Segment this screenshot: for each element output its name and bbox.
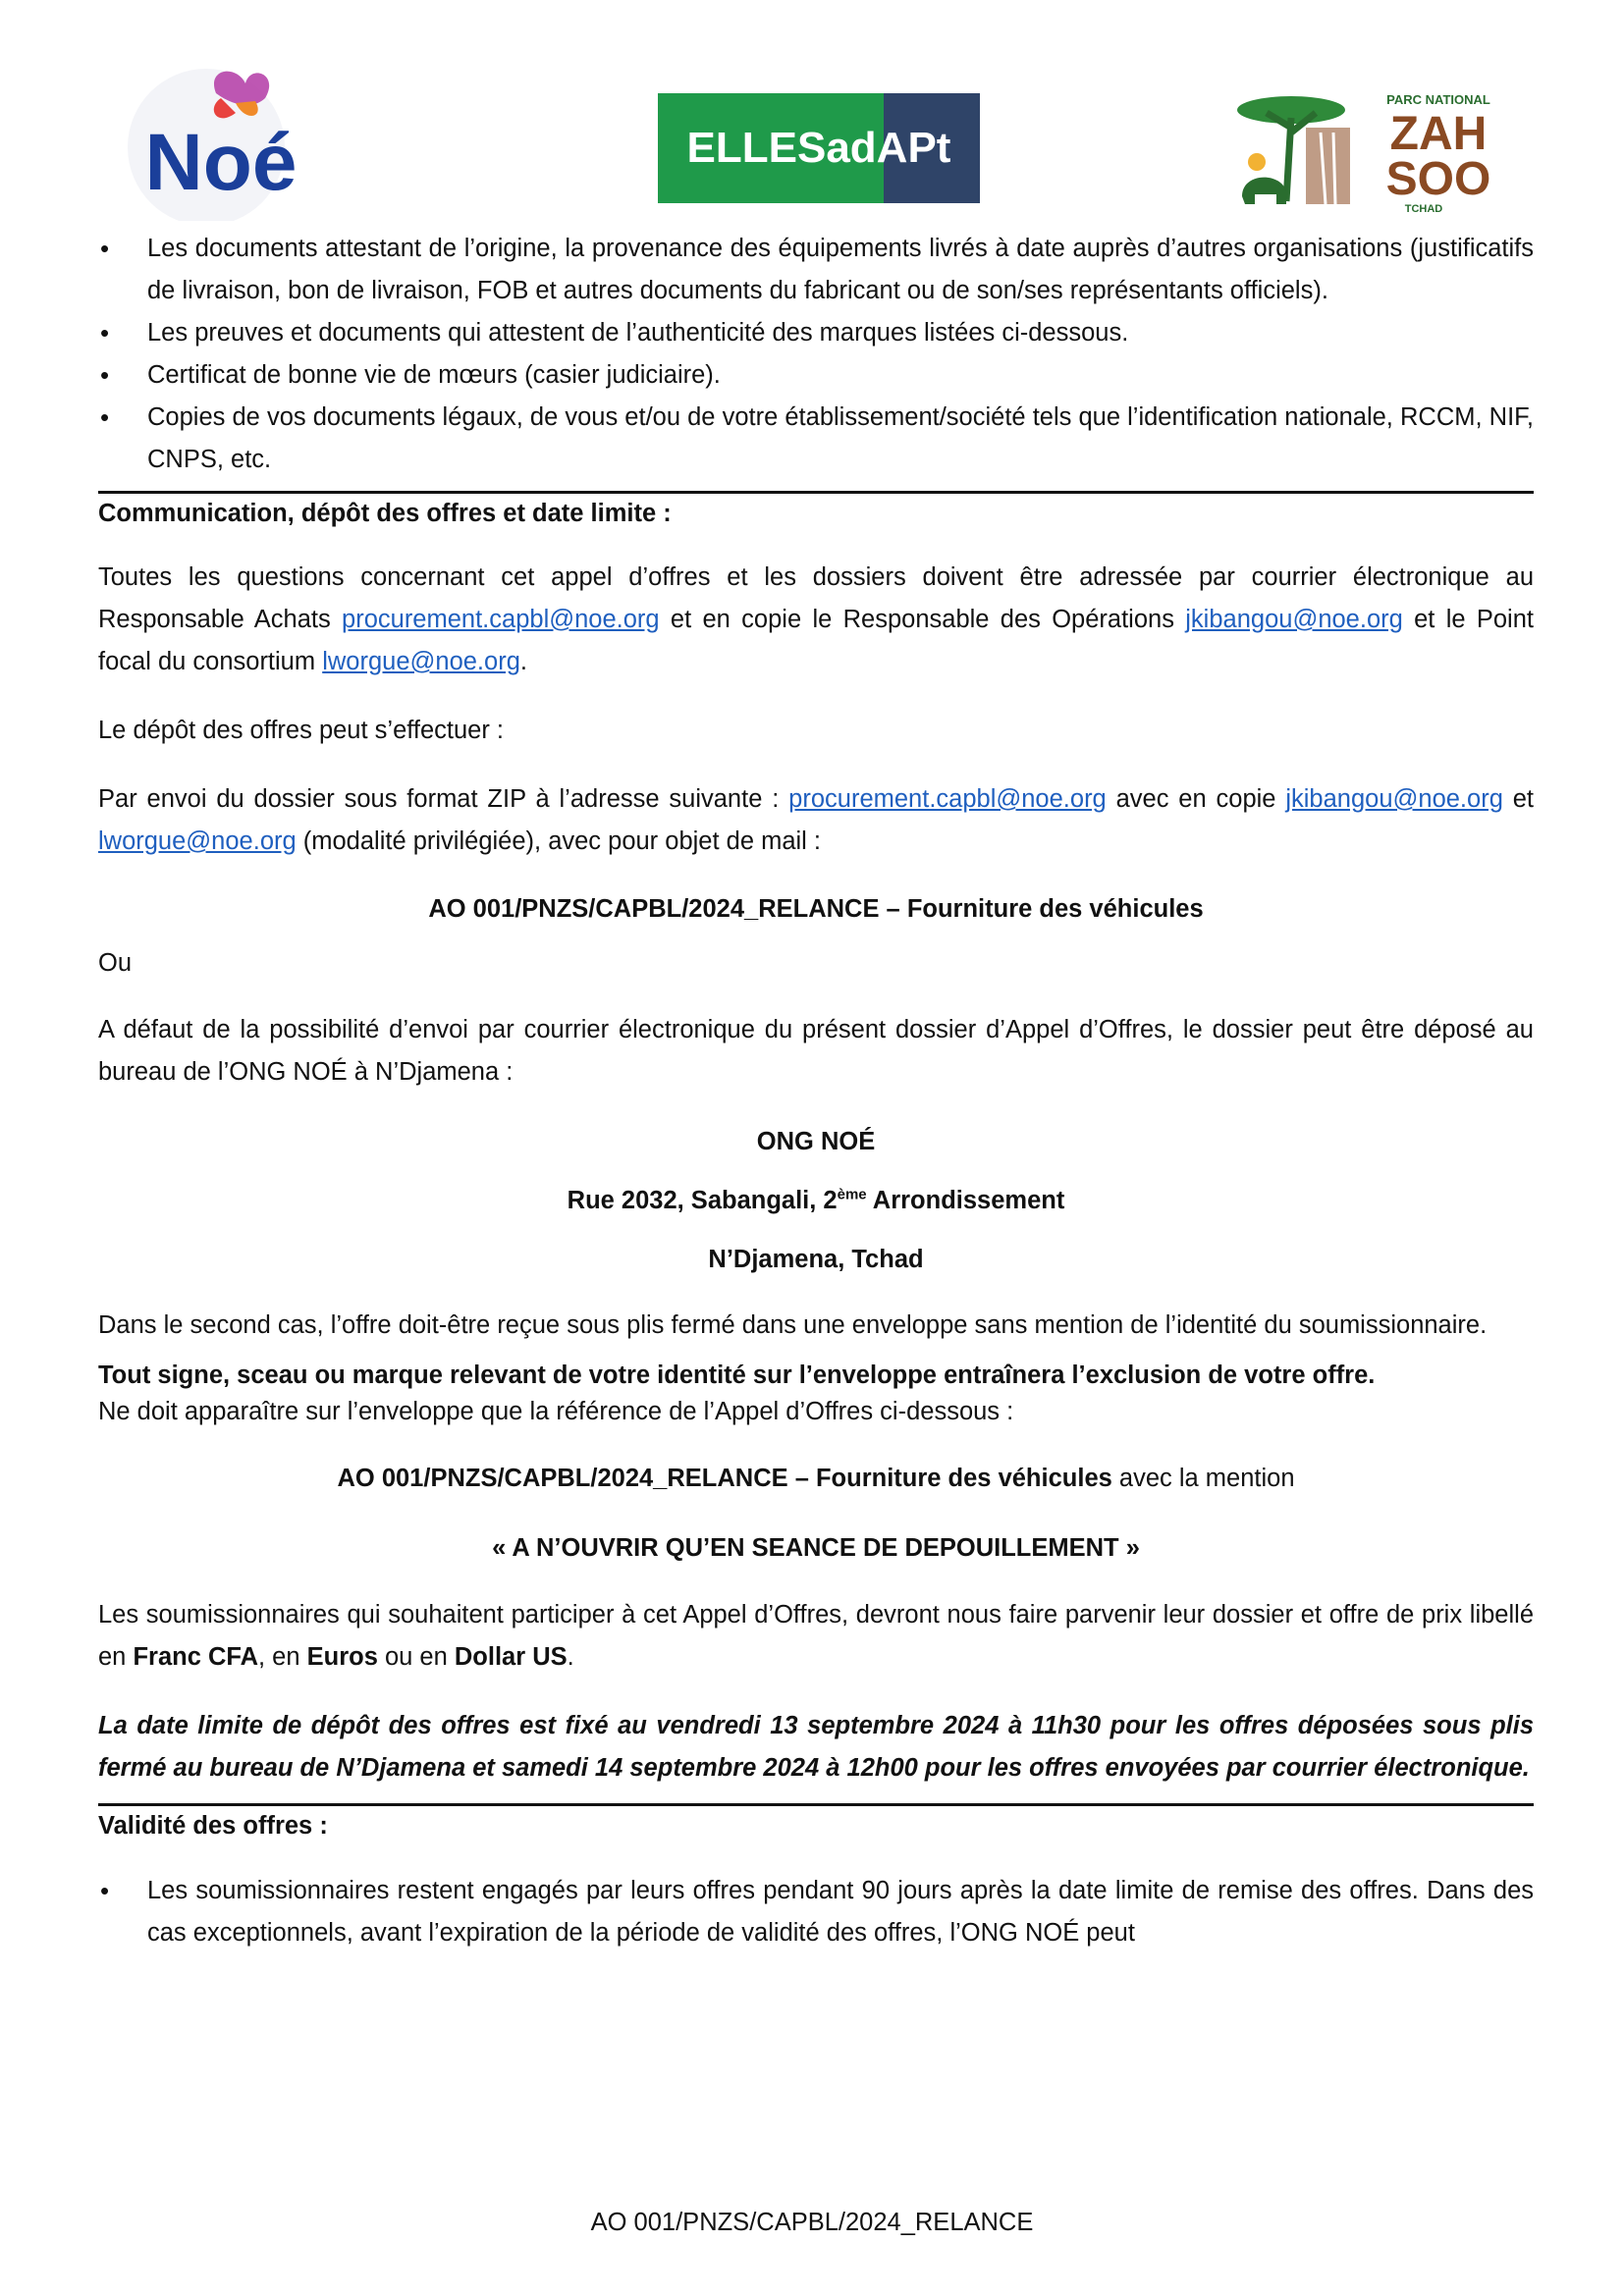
text-span: (modalité privilégiée), avec pour objet de mail : [296,828,822,855]
text-span: Toutes les questions concernant cet appel d’offres et les dossiers doivent être adressée par courrier électronique au Responsable Achats [98,563,1534,633]
text-span: et en copie le Responsable des Opérations [659,606,1186,633]
paragraph-envelope-reference: Ne doit apparaître sur l’enveloppe que la référence de l’Appel d’Offres ci-dessous : [98,1398,1014,1425]
paragraph-zip-submission [98,778,1534,863]
text-span: Rue 2032, Sabangali, 2 [567,1187,838,1214]
email-link-procurement[interactable]: procurement.capbl@noe.org [342,606,660,633]
paragraph-deadline: La date limite de dépôt des offres est fixé au vendredi 13 septembre 2024 à 11h30 pour les offres déposées sous plis fermé au bureau de N’Djamena et samedi 14 septembre 2024 à 12h00 pour les offres envoyées par courrier électronique. [98,1712,1534,1782]
list-item: • Certificat de bonne vie de mœurs (casier judiciaire). [0,354,1534,397]
validity-list [0,1870,1534,1954]
noe-logo-text: Noé [144,118,298,207]
list-item: • Les preuves et documents qui attestent de l’authenticité des marques listées ci-dessous. [0,312,1534,354]
paragraph-questions [98,557,1534,683]
text-span: , en [257,1643,307,1671]
paragraph-deposit-intro: Le dépôt des offres peut s’effectuer : [98,717,505,744]
text-span: . [519,648,527,675]
list-item: • Copies de vos documents légaux, de vous et/ou de votre établissement/société tels que l’identification nationale, RCCM, NIF, CNPS, etc. [0,397,1534,481]
paragraph-exclusion-warning: Tout signe, sceau ou marque relevant de votre identité sur l’enveloppe entraînera l’exclusion de votre offre. [98,1362,1376,1389]
address-city: N’Djamena, Tchad [708,1246,924,1273]
text-span: avec en copie [1106,785,1286,813]
address-name: ONG NOÉ [756,1128,876,1155]
page-footer: AO 001/PNZS/CAPBL/2024_RELANCE [590,2209,1034,2236]
text-span: Arrondissement [866,1187,1065,1214]
mail-subject-line: AO 001/PNZS/CAPBL/2024_RELANCE – Fourniture des véhicules [428,895,1204,923]
list-item: • Les documents attestant de l’origine, la provenance des équipements livrés à date auprès d’autres organisations (justificatifs de livraison, bon de livraison, FOB et autres documents du fabricant ou de son/ses représentants officiels). [0,228,1534,312]
currency-euros: Euros [306,1643,378,1671]
text-span: avec la mention [1111,1465,1295,1492]
zahsoo-logo-graphic [1237,88,1532,216]
paragraph-office-deposit: A défaut de la possibilité d’envoi par courrier électronique du présent dossier d’Appel d’Offres, le dossier peut être déposé au bureau de l’ONG NOÉ à N’Djamena : [98,1016,1534,1086]
zahsoo-logo [1237,88,1532,216]
or-label: Ou [98,949,133,977]
ellesadapt-logo-text: ELLESadAPt [686,124,951,172]
text-span: . [567,1643,574,1671]
document-body [98,228,1534,1954]
section-heading-validity: Validité des offres : [98,1812,328,1840]
zahsoo-line2-text: SOO [1385,153,1491,205]
text-span: AO 001/PNZS/CAPBL/2024_RELANCE – Fourniture des véhicules [337,1465,1112,1492]
opening-mention: « A N’OUVRIR QU’EN SEANCE DE DEPOUILLEMENT » [492,1534,1140,1562]
zahsoo-bottom-text: TCHAD [1404,203,1443,215]
text-span: Les soumissionnaires qui souhaitent participer à cet Appel d’Offres, devront nous faire parvenir leur dossier et offre de prix libellé en [98,1601,1534,1671]
text-span: et le Point focal du consortium [98,606,1534,675]
text-span: et [1502,785,1534,813]
text-span: Par envoi du dossier sous format ZIP à l’adresse suivante : [98,785,789,813]
envelope-reference-line [98,1458,1534,1500]
paragraph-sealed-envelope: Dans le second cas, l’offre doit-être reçue sous plis fermé dans une enveloppe sans mention de l’identité du soumissionnaire. [98,1311,1488,1339]
text-span: ou en [377,1643,455,1671]
zahsoo-line1-text: ZAH [1389,108,1488,160]
noe-logo [98,64,344,221]
superscript: ème [837,1186,867,1203]
currency-usd: Dollar US [454,1643,568,1671]
currency-cfa: Franc CFA [133,1643,258,1671]
address-street [98,1180,1534,1222]
documents-list [0,228,1534,481]
section-heading-communication: Communication, dépôt des offres et date limite : [98,500,672,527]
email-link-operations-2[interactable]: jkibangou@noe.org [1285,785,1503,813]
email-link-operations[interactable]: jkibangou@noe.org [1185,606,1403,633]
zahsoo-top-text: PARC NATIONAL [1386,92,1490,107]
list-item: • Les soumissionnaires restent engagés par leurs offres pendant 90 jours après la date limite de remise des offres. Dans des cas exceptionnels, avant l’expiration de la période de validité des offres, l’ONG NOÉ peut [0,1870,1534,1954]
email-link-focal-point-2[interactable]: lworgue@noe.org [98,828,297,855]
noe-logo-graphic [98,64,344,221]
paragraph-currency [98,1594,1534,1679]
email-link-focal-point[interactable]: lworgue@noe.org [322,648,520,675]
ellesadapt-logo [658,93,980,203]
ellesadapt-logo-graphic [658,93,980,203]
header-logos [93,54,1537,221]
email-link-procurement-2[interactable]: procurement.capbl@noe.org [788,785,1107,813]
